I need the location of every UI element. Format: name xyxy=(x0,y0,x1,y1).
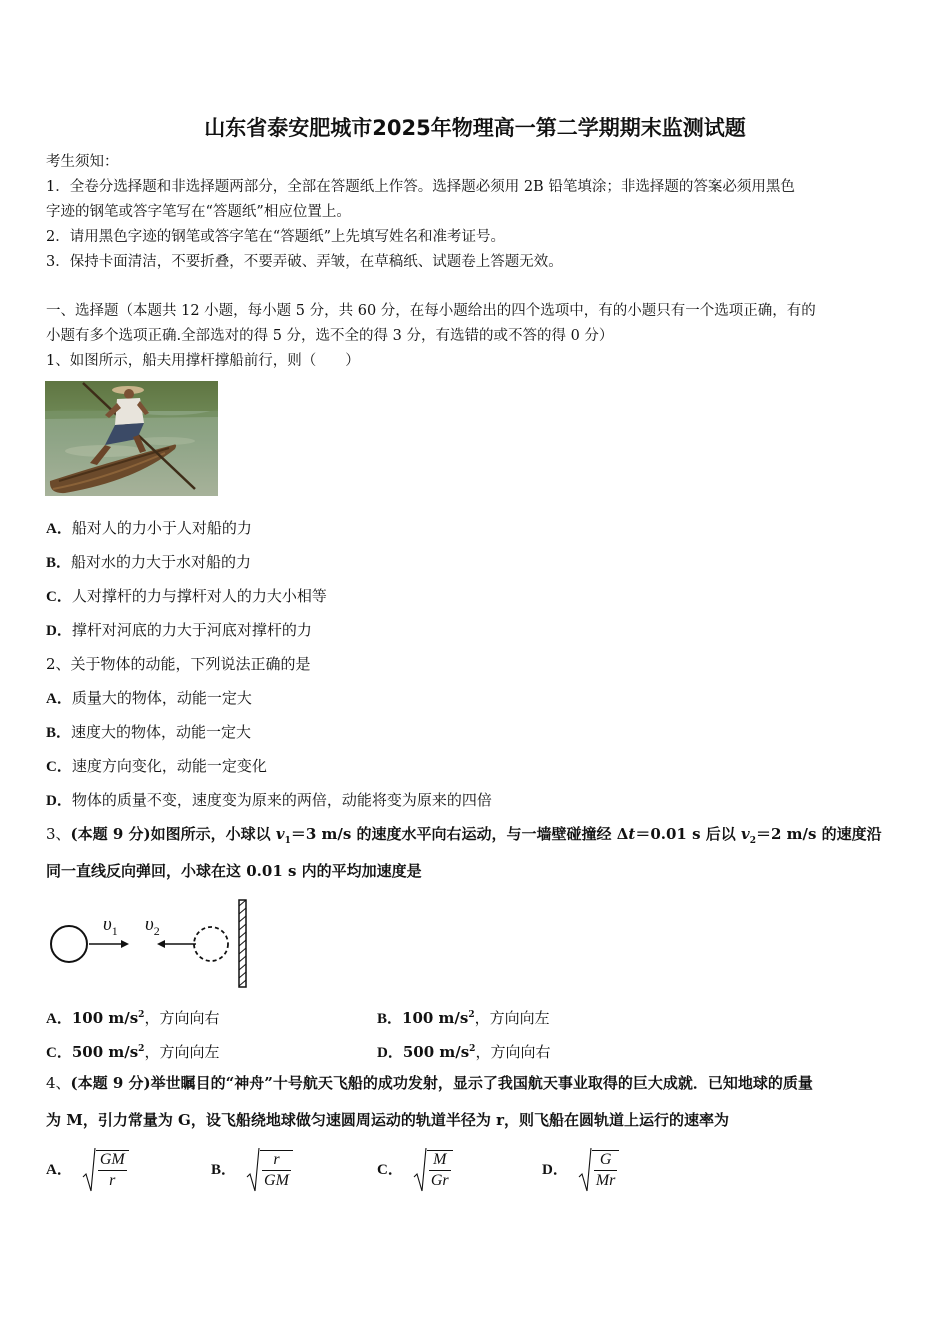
q4-option-c: C． $\frac{M}{Gr}$ xyxy=(377,1144,453,1196)
q2-option-b: B．速度大的物体，动能一定大 xyxy=(46,723,252,741)
q4-option-d: D． $\frac{G}{Mr}$ xyxy=(542,1144,619,1196)
v2-label: $\upsilon_2$ xyxy=(145,914,160,938)
notice-heading: 考生须知： xyxy=(46,154,119,170)
sqrt-sign: $\frac{r}{GM}$ xyxy=(246,1147,293,1193)
q3-option-d: D．500 $m/s^2$，方向向右 xyxy=(377,1043,551,1061)
q3-stem-line-2: 同一直线反向弹回，小球在这 0.01 s 内的平均加速度是 xyxy=(46,862,422,880)
q3-option-c: C．500 $m/s^2$，方向向左 xyxy=(46,1043,220,1061)
q1-option-b: B．船对水的力大于水对船的力 xyxy=(46,553,252,571)
v1-label: $\upsilon_1$ xyxy=(103,914,118,938)
page-title: 山东省泰安肥城市2025年物理高一第二学期期末监测试题 xyxy=(204,116,746,140)
q2-option-d: D．物体的质量不变，速度变为原来的两倍，动能将变为原来的四倍 xyxy=(46,791,492,809)
notice-line-1a: 1．全卷分选择题和非选择题两部分，全部在答题纸上作答。选择题必须用 2B 铅笔填涂；非选择题的答案必须用黑色 xyxy=(46,179,795,195)
section-line-2: 小题有多个选项正确.全部选对的得 5 分，选不全的得 3 分，有选错的或不答的得 0 分） xyxy=(46,328,614,344)
ball-wall-diagram xyxy=(45,896,255,991)
q1-option-d: D．撑杆对河底的力大于河底对撑杆的力 xyxy=(46,621,312,639)
notice-line-1b: 字迹的钢笔或答字笔写在“答题纸”相应位置上。 xyxy=(46,204,351,220)
q4-option-a: A． $\frac{GM}{r}$ xyxy=(46,1144,129,1196)
section-line-1: 一、选择题（本题共 12 小题，每小题 5 分，共 60 分，在每小题给出的四个选项中，有的小题只有一个选项正确，有的 xyxy=(46,303,816,319)
boatman-photo xyxy=(45,381,218,496)
notice-line-2: 2．请用黑色字迹的钢笔或答字笔在“答题纸”上先填写姓名和准考证号。 xyxy=(46,229,506,245)
q2-stem: 2、关于物体的动能，下列说法正确的是 xyxy=(46,655,311,673)
sqrt-sign: $\frac{G}{Mr}$ xyxy=(578,1147,620,1193)
q2-option-a: A．质量大的物体，动能一定大 xyxy=(46,689,252,707)
q3-option-b: B．100 $m/s^2$，方向向左 xyxy=(377,1009,550,1027)
q3-option-a: A．100 $m/s^2$，方向向右 xyxy=(46,1009,220,1027)
q4-stem-line-2: 为 M，引力常量为 G，设飞船绕地球做匀速圆周运动的轨道半径为 r，则飞船在圆轨道上运行的速率为 xyxy=(46,1111,729,1129)
q4-option-b: B． $\frac{r}{GM}$ xyxy=(211,1144,293,1196)
q3-stem-line-1: 3、(本题 9 分)如图所示，小球以 $v_1=3$ m/s 的速度水平向右运动，与一墙壁碰撞经 Δt＝0.01 s 后以 $v_2=2$ m/s 的速度沿 xyxy=(46,825,882,846)
q4-stem-line-1: 4、(本题 9 分)举世瞩目的“神舟”十号航天飞船的成功发射，显示了我国航天事业取得的巨大成就．已知地球的质量 xyxy=(46,1074,813,1092)
notice-line-3: 3．保持卡面清洁，不要折叠，不要弄破、弄皱，在草稿纸、试题卷上答题无效。 xyxy=(46,254,563,270)
q1-option-a: A．船对人的力小于人对船的力 xyxy=(46,519,252,537)
sqrt-sign: $\frac{GM}{r}$ xyxy=(82,1147,129,1193)
q1-stem: 1、如图所示，船夫用撑杆撑船前行，则（ ） xyxy=(46,353,360,369)
q1-option-c: C．人对撑杆的力与撑杆对人的力大小相等 xyxy=(46,587,327,605)
sqrt-sign: $\frac{M}{Gr}$ xyxy=(413,1147,453,1193)
q2-option-c: C．速度方向变化，动能一定变化 xyxy=(46,757,267,775)
